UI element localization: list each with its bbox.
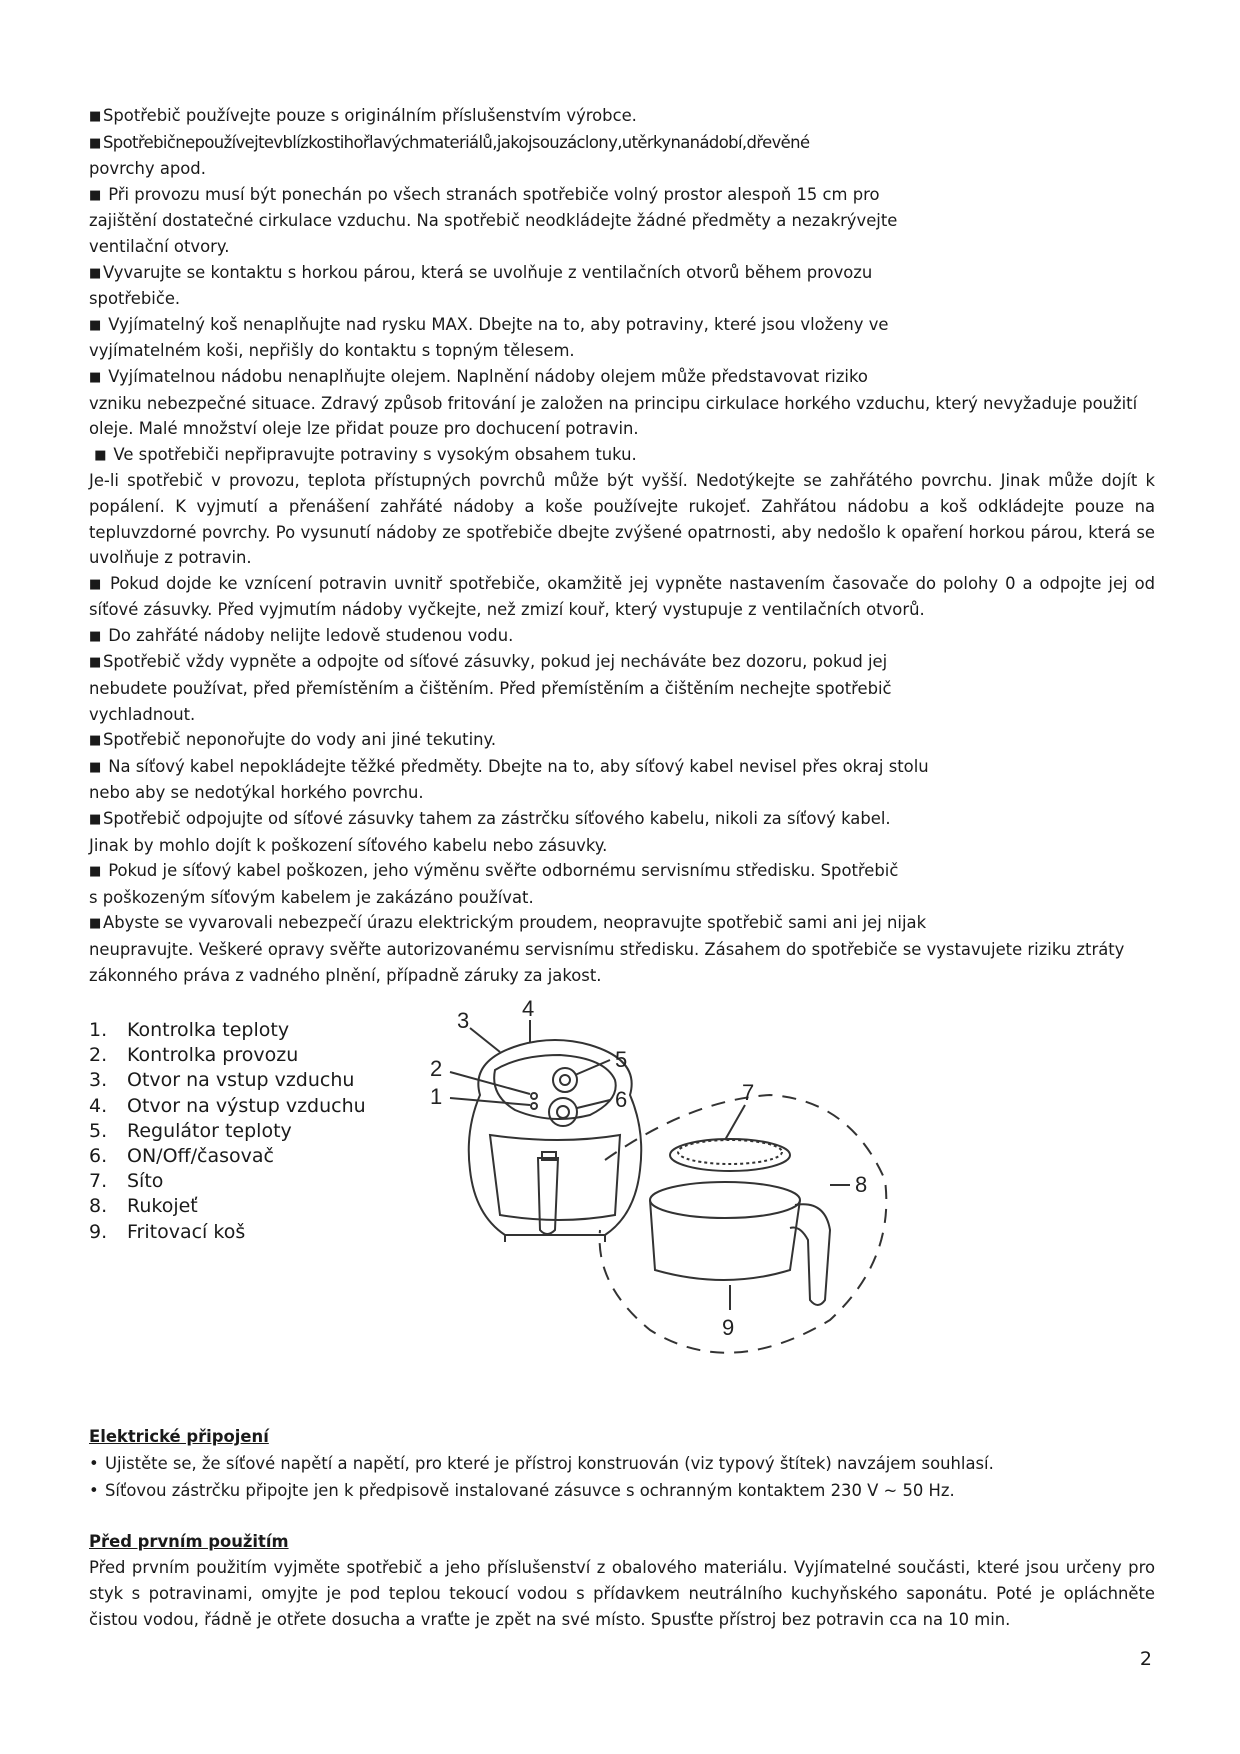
first-use-title: Před prvním použitím	[89, 1532, 289, 1551]
power-light	[531, 1103, 537, 1109]
part-item: 7. Síto	[89, 1170, 164, 1193]
fryer-handle	[538, 1158, 558, 1234]
safety-item: ■ Do zahřáté nádoby nelijte ledově studenou vodu.	[89, 625, 514, 645]
part-item: 9. Fritovací koš	[89, 1220, 246, 1243]
safety-item: ■ Při provozu musí být ponechán po všech stranách spotřebiče volný prostor alespoň 15 cm pro zajištění dostatečné cirkulace vzduchu. Na spotřebič neodkládejte žádné předměty a nezakrývejte ventilační otvory.	[89, 184, 898, 256]
temperature-knob	[553, 1068, 577, 1092]
safety-item: ■ Pokud je síťový kabel poškozen, jeho výměnu svěřte odbornému servisnímu středisku. Spotřebič s poškozeným síťovým kabelem je zakázáno používat.	[89, 861, 899, 907]
diagram-label-2: 2	[430, 1056, 443, 1081]
part-item: 2. Kontrolka provozu	[89, 1044, 299, 1067]
part-item: 8. Rukojeť	[89, 1195, 198, 1218]
electrical-item: • Ujistěte se, že síťové napětí a napětí, pro které je přístroj konstruován (viz typový štítek) navzájem souhlasí.	[89, 1450, 1155, 1477]
electrical-title: Elektrické připojení	[89, 1427, 269, 1446]
part-item: 5. Regulátor teploty	[89, 1119, 292, 1142]
first-use-text: Před prvním použitím vyjměte spotřebič a jeho příslušenství z obalového materiálu. Vyjímatelné součásti, které jsou určeny pro styk s potravinami, omyjte je pod teplou tekoucí vodou s přídavkem neutrálního kuchyňského saponátu. Poté je opláchněte čistou vodou, řádně je otřete dosucha a vraťte je zpět na své místo. Spusťte přístroj bez potravin cca na 10 min.	[89, 1558, 1155, 1629]
safety-item: ■ Ve spotřebiči nepřipravujte potraviny s vysokým obsahem tuku.	[94, 444, 637, 464]
parts-list	[89, 1018, 366, 1245]
temperature-light	[531, 1093, 537, 1099]
safety-item: ■ Pokud dojde ke vznícení potravin uvnitř spotřebiče, okamžitě jej vypněte nastavením časovače do polohy 0 a odpojte jej od síťové zásuvky. Před vyjmutím nádoby vyčkejte, než zmizí kouř, který vystupuje z ventilačních otvorů.	[89, 573, 1155, 620]
diagram-label-3: 3	[457, 1008, 470, 1033]
diagram-label-4: 4	[522, 1000, 535, 1021]
safety-instructions	[89, 103, 1155, 988]
part-item: 6. ON/Off/časovač	[89, 1145, 274, 1168]
diagram-label-9: 9	[722, 1315, 735, 1340]
electrical-list	[89, 1450, 1155, 1504]
safety-item: ■ Abyste se vyvarovali nebezpečí úrazu elektrickým proudem, neopravujte spotřebič sami ani jej nijak neupravujte. Veškeré opravy svěřte autorizovanému servisnímu středisku. Zásahem do spotřebiče se vystavujete riziku ztráty zákonného práva z vadného plnění, případně záruky za jakost.	[89, 913, 1125, 985]
diagram-label-8: 8	[855, 1172, 868, 1197]
part-item: 4. Otvor na výstup vzduchu	[89, 1094, 366, 1117]
safety-item: ■ Spotřebičnepoužívejtevblízkostihořlavýchmateriálů,jakojsouzáclony,utěrkynanádobí,dřevěné povrchy apod.	[89, 132, 810, 179]
page-number: 2	[1139, 1648, 1152, 1670]
basket-handle	[790, 1204, 830, 1305]
safety-item: ■ Vyjímatelnou nádobu nenaplňujte olejem. Naplnění nádoby olejem může představovat riziko vzniku nebezpečné situace. Zdravý způsob fritování je založen na principu cirkulace horkého vzduchu, který nevyžaduje použití oleje. Malé množství oleje lze přidat pouze pro dochucení potravin.	[89, 366, 1138, 439]
sieve	[670, 1139, 790, 1171]
safety-item: ■ Vyjímatelný koš nenaplňujte nad rysku MAX. Dbejte na to, aby potraviny, které jsou vloženy ve vyjímatelném koši, nepřišly do kontaktu s topným tělesem.	[89, 314, 889, 361]
timer-knob	[549, 1098, 577, 1126]
safety-item: ■ Na síťový kabel nepokládejte těžké předměty. Dbejte na to, aby síťový kabel nevisel přes okraj stolu nebo aby se nedotýkal horkého povrchu.	[89, 756, 929, 803]
diagram-label-5: 5	[615, 1047, 628, 1072]
safety-item: ■ Spotřebič vždy vypněte a odpojte od síťové zásuvky, pokud jej necháváte bez dozoru, pokud jej nebudete používat, před přemístěním a čištěním. Před přemístěním a čištěním nechejte spotřebič vychladnout.	[89, 652, 892, 724]
diagram-label-1: 1	[430, 1084, 443, 1109]
safety-item: ■ Spotřebič odpojujte od síťové zásuvky tahem za zástrčku síťového kabelu, nikoli za síťový kabel. Jinak by mohlo dojít k poškození síťového kabelu nebo zásuvky.	[89, 809, 891, 855]
detail-callout	[600, 1095, 887, 1353]
part-item: 3. Otvor na vstup vzduchu	[89, 1069, 355, 1092]
electrical-item: • Síťovou zástrčku připojte jen k předpisově instalované zásuvce s ochranným kontaktem 230 V ~ 50 Hz.	[89, 1477, 1155, 1504]
diagram-label-6: 6	[615, 1087, 628, 1112]
safety-item: ■ Spotřebič neponořujte do vody ani jiné tekutiny.	[89, 730, 497, 750]
diagram-label-7: 7	[742, 1080, 755, 1105]
basket-rim	[650, 1182, 800, 1218]
air-fryer-illustration	[430, 1000, 930, 1420]
safety-item: ■ Spotřebič používejte pouze s originálním příslušenstvím výrobce.	[89, 106, 637, 125]
safety-item: ■ Vyvarujte se kontaktu s horkou párou, která se uvolňuje z ventilačních otvorů během provozu spotřebiče.	[89, 262, 873, 309]
part-item: 1. Kontrolka teploty	[89, 1019, 290, 1041]
safety-item: Je-li spotřebič v provozu, teplota přístupných povrchů může být vyšší. Nedotýkejte se zahřátého povrchu. Jinak může dojít k popálení. K vyjmutí a přenášení zahřáté nádoby a koše používejte rukojeť. Zahřátou nádobu a koš odkládejte pouze na tepluvzdorné povrchy. Po vysunutí nádoby ze spotřebiče dbejte zvýšené opatrnosti, aby nedošlo k opaření horkou párou, která se uvolňuje z potravin.	[89, 471, 1155, 568]
air-fryer-diagram	[430, 1000, 930, 1420]
